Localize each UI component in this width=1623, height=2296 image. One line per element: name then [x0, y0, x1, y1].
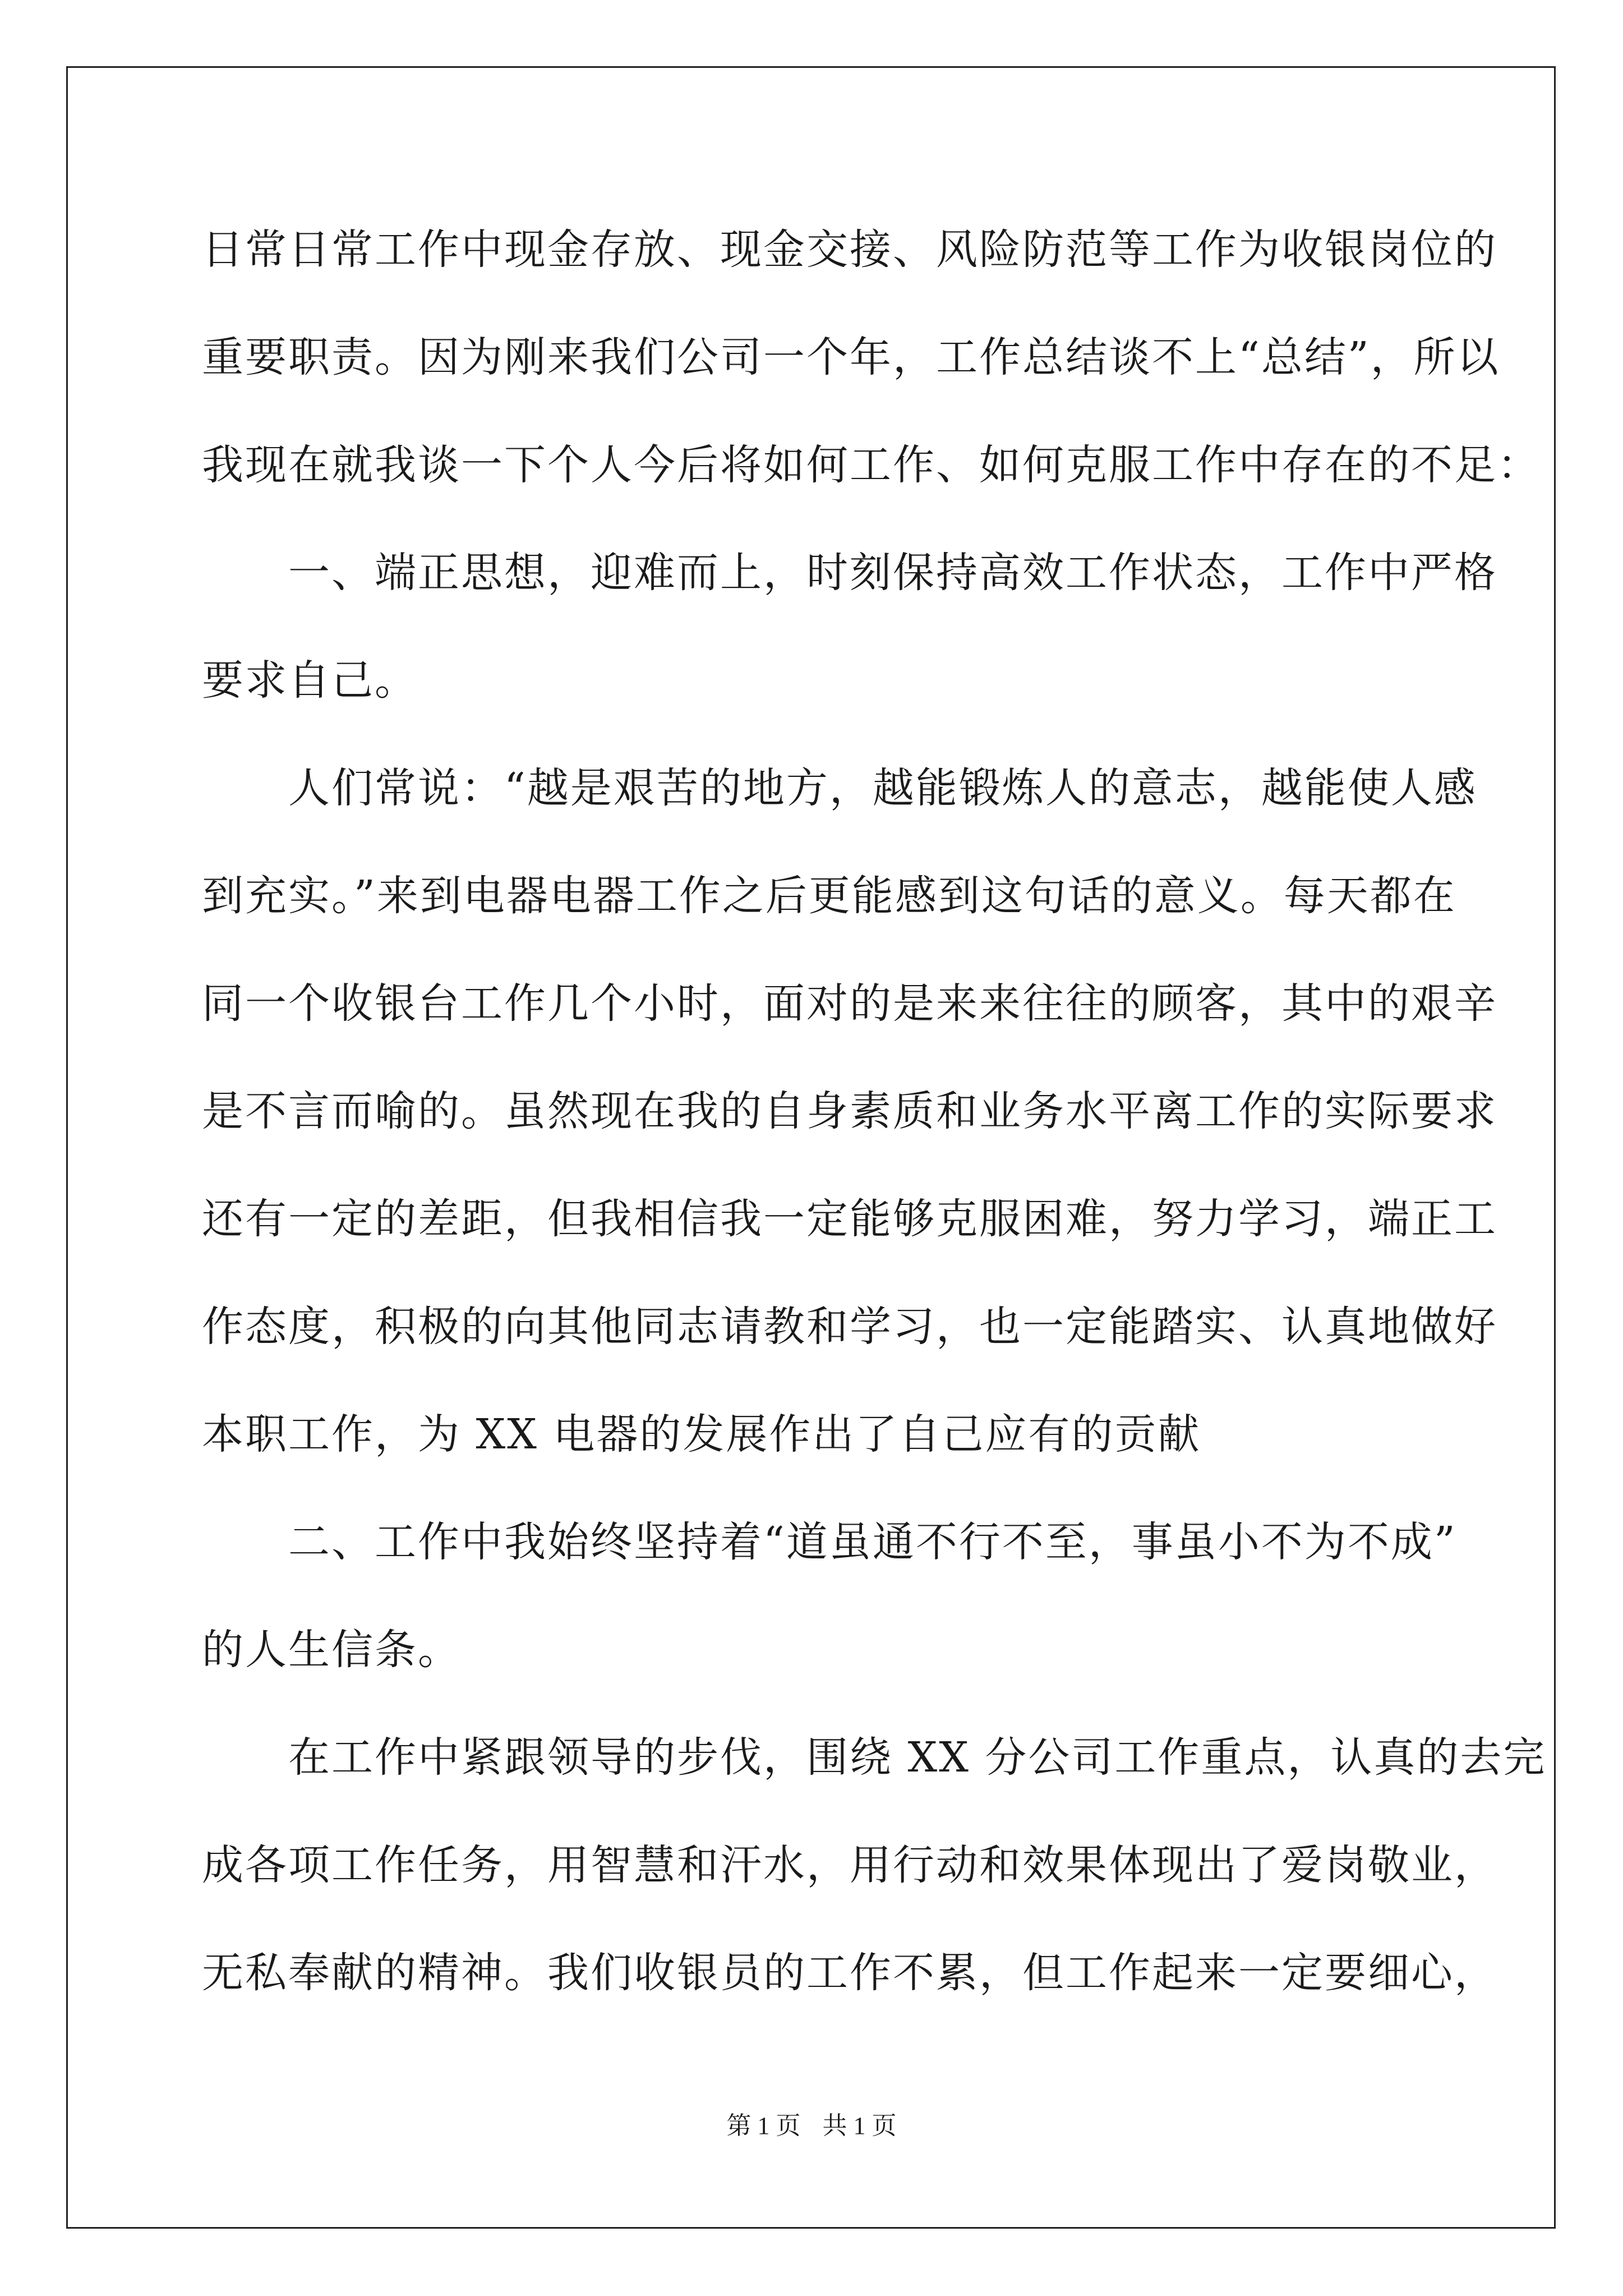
text-line: 还有一定的差距，但我相信我一定能够克服困难，努力学习，端正工 — [202, 1195, 1497, 1243]
text-line: 日常日常工作中现金存放、现金交接、风险防范等工作为收银岗位的 — [202, 226, 1497, 274]
text-line: 重要职责。因为刚来我们公司一个年，工作总结谈不上“总结”，所以 — [202, 333, 1500, 381]
text-line: 无私奉献的精神。我们收银员的工作不累，但工作起来一定要细心， — [202, 1949, 1497, 1997]
text-line: 一、端正思想，迎难而上，时刻保持高效工作状态，工作中严格 — [202, 549, 1497, 597]
text-line: 在工作中紧跟领导的步伐，围绕 XX 分公司工作重点，认真的去完 — [202, 1733, 1547, 1782]
page-total: 共 1 页 — [822, 2112, 897, 2139]
page-footer — [0, 2109, 1623, 2143]
text-line: 成各项工作任务，用智慧和汗水，用行动和效果体现出了爱岗敬业， — [202, 1841, 1497, 1889]
page-number: 第 1 页 — [726, 2112, 801, 2139]
text-line: 同一个收银台工作几个小时，面对的是来来往往的顾客，其中的艰辛 — [202, 979, 1497, 1028]
document-body — [202, 219, 1547, 2050]
text-line: 本职工作，为 XX 电器的发展作出了自己应有的贡献 — [202, 1410, 1201, 1458]
text-line: 我现在就我谈一下个人今后将如何工作、如何克服工作中存在的不足： — [202, 441, 1541, 489]
text-line: 人们常说：“越是艰苦的地方，越能锻炼人的意志，越能使人感 — [202, 764, 1477, 812]
text-line: 到充实。”来到电器电器工作之后更能感到这句话的意义。每天都在 — [202, 872, 1456, 920]
text-line: 二、工作中我始终坚持着“道虽通不行不至，事虽小不为不成” — [202, 1518, 1457, 1566]
text-line: 的人生信条。 — [202, 1626, 461, 1674]
text-line: 要求自己。 — [202, 656, 418, 705]
text-line: 是不言而喻的。虽然现在我的自身素质和业务水平离工作的实际要求 — [202, 1087, 1497, 1135]
text-line: 作态度，积极的向其他同志请教和学习，也一定能踏实、认真地做好 — [202, 1303, 1497, 1351]
